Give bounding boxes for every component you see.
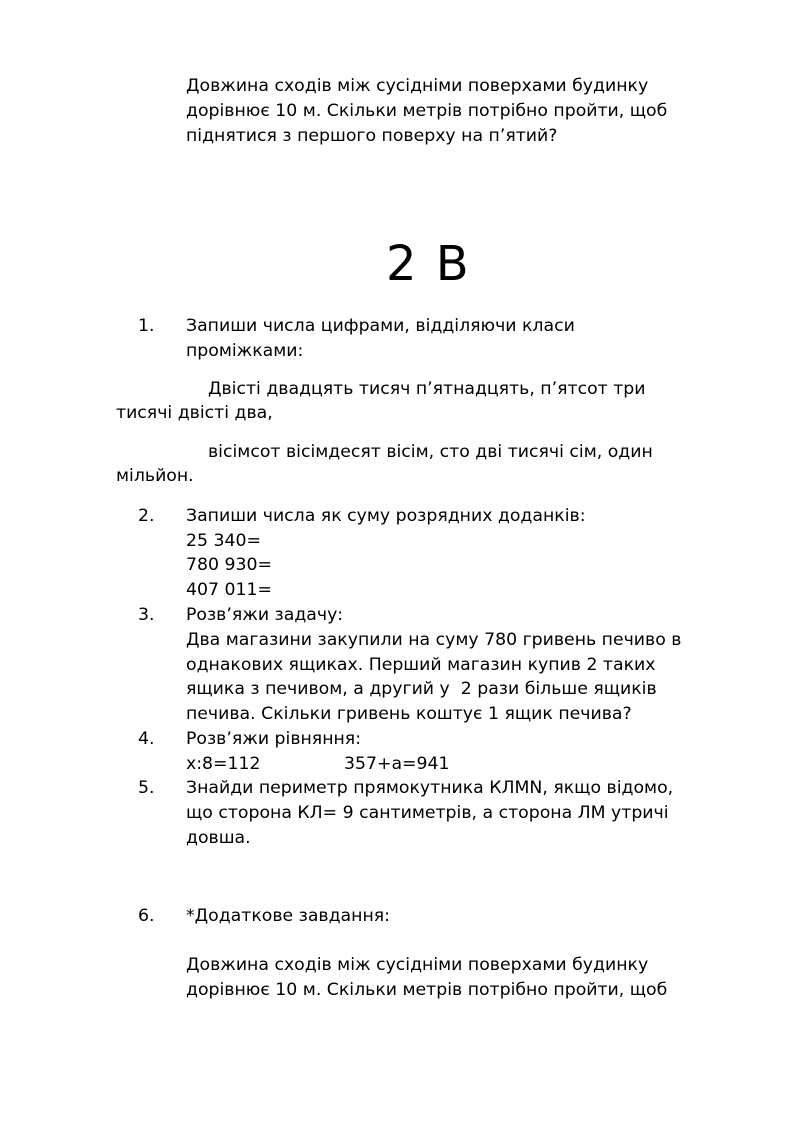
task-text-line: 780 930= [186, 555, 272, 575]
task-number: 5. [138, 778, 155, 798]
equation-a: х:8=112 [186, 754, 261, 774]
task-text-line: Знайди периметр прямокутника КЛMN, якщо відомо, [186, 778, 674, 798]
task-text-line: печива. Скільки гривень коштує 1 ящик печива? [186, 704, 632, 724]
task-text-line: 407 011= [186, 580, 272, 600]
task-text-line: ящика з печивом, а другий у 2 рази більше ящиків [186, 679, 657, 699]
task-paragraph-line: вісімсот вісімдесят вісім, сто дві тисячі сім, один [208, 442, 653, 462]
task-text-line: Запиши числа як суму розрядних доданків: [186, 506, 586, 526]
task-text-line: Запиши числа цифрами, відділяючи класи [186, 316, 575, 336]
task-text-line: Довжина сходів між сусідніми поверхами будинку [186, 955, 649, 975]
text-line: дорівнює 10 м. Скільки метрів потрібно пройти, щоб [186, 101, 668, 121]
task-text-line: *Додаткове завдання: [186, 906, 390, 926]
task-text-line: однакових ящиках. Перший магазин купив 2 таких [186, 655, 656, 675]
text-line: піднятися з першого поверху на п’ятий? [186, 126, 558, 146]
task-text-line: Розв’яжи задачу: [186, 605, 344, 625]
text-line: Довжина сходів між сусідніми поверхами будинку [186, 76, 649, 96]
task-text-line: Розв’яжи рівняння: [186, 729, 362, 749]
task-number: 1. [138, 316, 155, 336]
task-paragraph-line: Двісті двадцять тисяч п’ятнадцять, п’ятсот три [208, 379, 646, 399]
task-paragraph-line: мільйон. [116, 466, 194, 486]
task-text-line: 25 340= [186, 531, 261, 551]
task-number: 6. [138, 906, 155, 926]
task-number: 3. [138, 605, 155, 625]
task-number: 4. [138, 729, 155, 749]
task-text-line: Два магазини закупили на суму 780 гривень печиво в [186, 630, 682, 650]
task-text-line: проміжками: [186, 341, 304, 361]
task-text-line: що сторона КЛ= 9 сантиметрів, а сторона ЛМ утричі [186, 803, 669, 823]
task-number: 2. [138, 506, 155, 526]
equation-b: 357+а=941 [344, 754, 450, 774]
variant-title: 2 В [386, 236, 471, 292]
task-text-line: довша. [186, 828, 251, 848]
task-text-line: дорівнює 10 м. Скільки метрів потрібно пройти, щоб [186, 980, 668, 1000]
task-paragraph-line: тисячі двісті два, [116, 403, 273, 423]
